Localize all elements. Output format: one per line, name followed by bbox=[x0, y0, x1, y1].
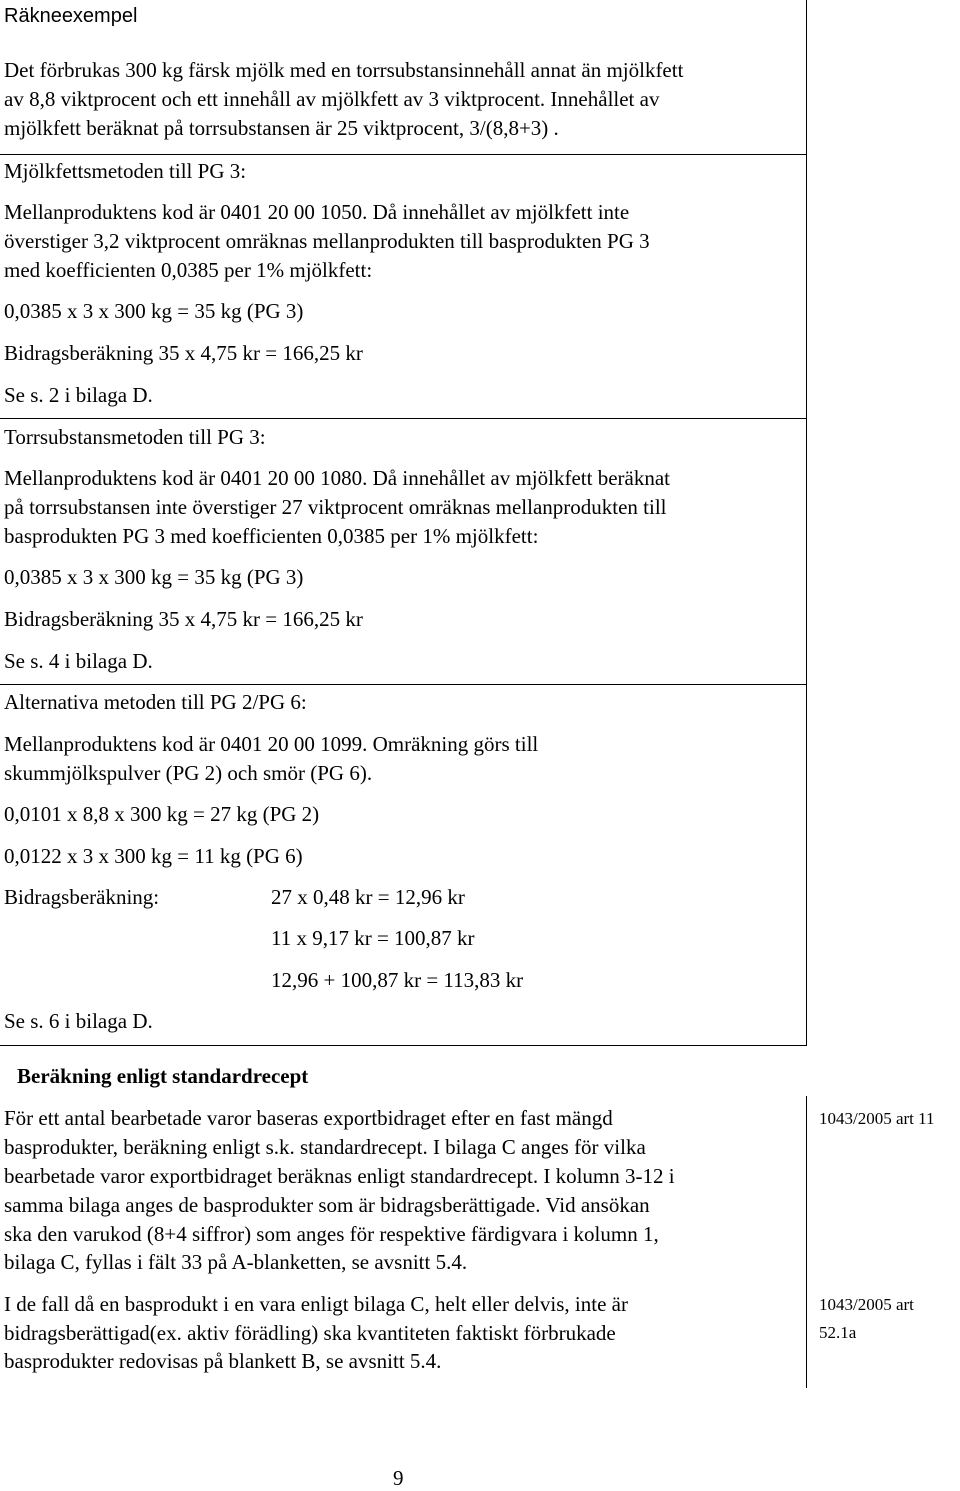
section2-body-line-2: på torrsubstansen inte överstiger 27 viktprocent omräknas mellanprodukten till bbox=[4, 495, 667, 519]
section1-body-line-1: Mellanproduktens kod är 0401 20 00 1050. Då innehållet av mjölkfett inte bbox=[4, 200, 630, 224]
section3-calc-line-2: 11 x 9,17 kr = 100,87 kr bbox=[271, 926, 475, 950]
margin-column-border bbox=[806, 1096, 807, 1388]
intro-line-2: av 8,8 viktprocent och ett innehåll av mjölkfett av 3 viktprocent. Innehållet av bbox=[4, 87, 660, 111]
section1-formula: 0,0385 x 3 x 300 kg = 35 kg (PG 3) bbox=[4, 299, 304, 323]
section3-heading: Alternativa metoden till PG 2/PG 6: bbox=[4, 690, 307, 714]
section1-calc: Bidragsberäkning 35 x 4,75 kr = 166,25 kr bbox=[4, 341, 363, 365]
standard-para1-line-2: basprodukter, beräkning enligt s.k. standardrecept. I bilaga C anges för vilka bbox=[4, 1135, 646, 1159]
section3-formula-1: 0,0101 x 8,8 x 300 kg = 27 kg (PG 2) bbox=[4, 802, 320, 826]
standard-para1-line-6: bilaga C, fyllas i fält 33 på A-blanketten, se avsnitt 5.4. bbox=[4, 1250, 468, 1274]
section3-reference: Se s. 6 i bilaga D. bbox=[4, 1009, 153, 1033]
section1-body-line-2: överstiger 3,2 viktprocent omräknas mellanprodukten till basprodukten PG 3 bbox=[4, 229, 650, 253]
section3-body-line-1: Mellanproduktens kod är 0401 20 00 1099. Omräkning görs till bbox=[4, 732, 539, 756]
section2-body-line-1: Mellanproduktens kod är 0401 20 00 1080. Då innehållet av mjölkfett beräknat bbox=[4, 466, 671, 490]
section3-calc-line-1: 27 x 0,48 kr = 12,96 kr bbox=[271, 885, 465, 909]
box-divider-3 bbox=[0, 684, 807, 685]
standard-para1-line-3: bearbetade varor exportbidraget beräknas enligt standardrecept. I kolumn 3-12 i bbox=[4, 1164, 675, 1188]
section1-body-line-3: med koefficienten 0,0385 per 1% mjölkfett: bbox=[4, 258, 373, 282]
box-divider-1 bbox=[0, 154, 807, 155]
standard-para2-line-1: I de fall då en basprodukt i en vara enligt bilaga C, helt eller delvis, inte är bbox=[4, 1292, 628, 1316]
section2-heading: Torrsubstansmetoden till PG 3: bbox=[4, 425, 266, 449]
margin-reference-2-line-1: 1043/2005 art bbox=[819, 1295, 914, 1314]
standard-recipe-heading: Beräkning enligt standardrecept bbox=[17, 1064, 309, 1088]
box-divider-2 bbox=[0, 418, 807, 419]
example-title: Räkneexempel bbox=[4, 5, 138, 27]
standard-para1-line-4: samma bilaga anges de basprodukter som är bidragsberättigade. Vid ansökan bbox=[4, 1193, 650, 1217]
standard-para2-line-3: basprodukter redovisas på blankett B, se avsnitt 5.4. bbox=[4, 1349, 442, 1373]
section3-calc-label: Bidragsberäkning: bbox=[4, 885, 160, 909]
intro-line-3: mjölkfett beräknat på torrsubstansen är 25 viktprocent, 3/(8,8+3) . bbox=[4, 116, 559, 140]
margin-reference-2-line-2: 52.1a bbox=[819, 1323, 857, 1342]
section2-reference: Se s. 4 i bilaga D. bbox=[4, 649, 153, 673]
margin-reference-1: 1043/2005 art 11 bbox=[819, 1109, 935, 1128]
section2-calc: Bidragsberäkning 35 x 4,75 kr = 166,25 kr bbox=[4, 607, 363, 631]
standard-para2-line-2: bidragsberättigad(ex. aktiv förädling) ska kvantiteten faktiskt förbrukade bbox=[4, 1321, 616, 1345]
section1-heading: Mjölkfettsmetoden till PG 3: bbox=[4, 159, 247, 183]
section3-formula-2: 0,0122 x 3 x 300 kg = 11 kg (PG 6) bbox=[4, 844, 303, 868]
section1-reference: Se s. 2 i bilaga D. bbox=[4, 383, 153, 407]
intro-line-1: Det förbrukas 300 kg färsk mjölk med en torrsubstansinnehåll annat än mjölkfett bbox=[4, 58, 684, 82]
section2-body-line-3: basprodukten PG 3 med koefficienten 0,0385 per 1% mjölkfett: bbox=[4, 524, 539, 548]
section3-calc-line-3: 12,96 + 100,87 kr = 113,83 kr bbox=[271, 968, 524, 992]
box-bottom-border bbox=[0, 1045, 807, 1046]
standard-para1-line-5: ska den varukod (8+4 siffror) som anges för respektive färdigvara i kolumn 1, bbox=[4, 1222, 659, 1246]
section3-body-line-2: skummjölkspulver (PG 2) och smör (PG 6). bbox=[4, 761, 373, 785]
page-number: 9 bbox=[393, 1466, 404, 1490]
standard-para1-line-1: För ett antal bearbetade varor baseras exportbidraget efter en fast mängd bbox=[4, 1106, 613, 1130]
box-right-border bbox=[806, 0, 807, 1046]
section2-formula: 0,0385 x 3 x 300 kg = 35 kg (PG 3) bbox=[4, 565, 304, 589]
